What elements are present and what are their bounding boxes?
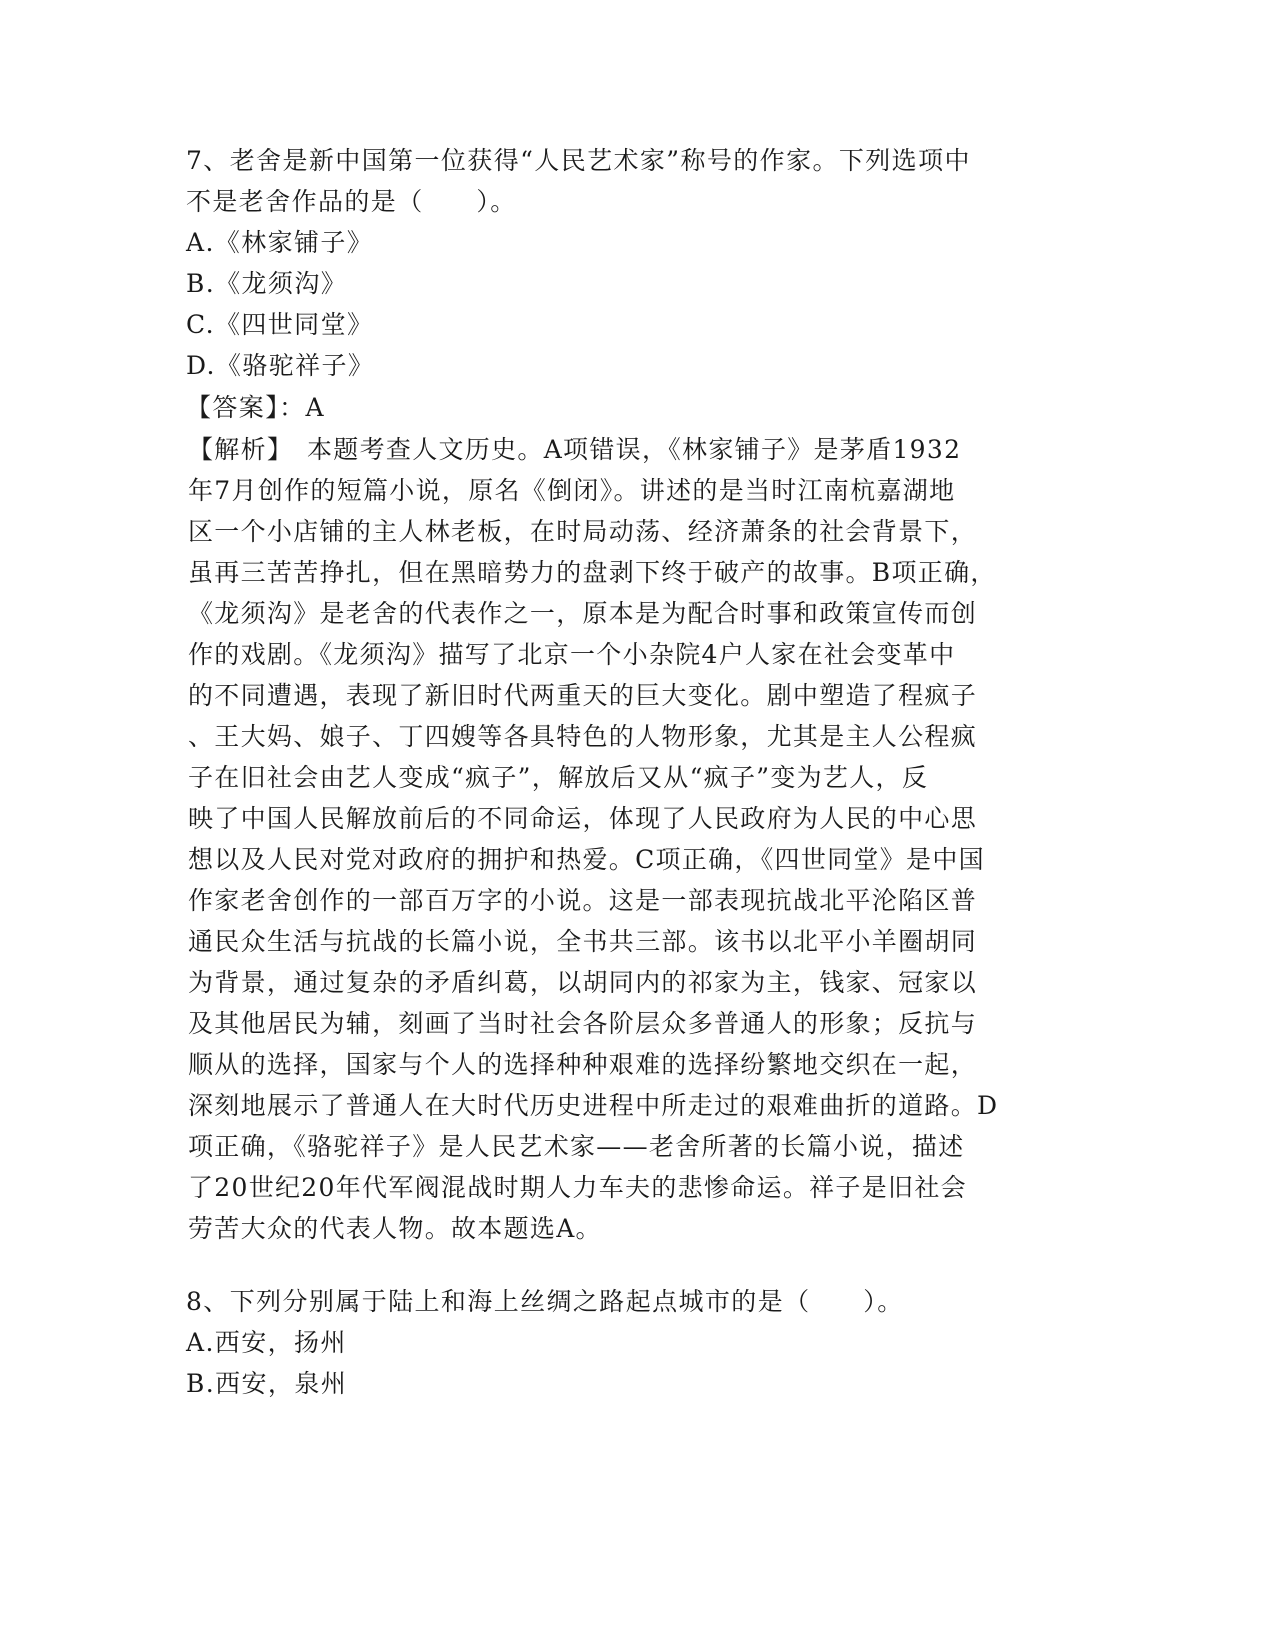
analysis-line: 为背景，通过复杂的矛盾纠葛，以胡同内的祁家为主，钱家、冠家以 xyxy=(188,968,978,997)
analysis-line: 、王大妈、娘子、丁四嫂等各具特色的人物形象，尤其是主人公程疯 xyxy=(188,722,978,751)
analysis-line: 项正确，《骆驼祥子》是人民艺术家——老舍所著的长篇小说，描述 xyxy=(188,1132,965,1161)
analysis-line: 想以及人民对党对政府的拥护和热爱。C项正确，《四世同堂》是中国 xyxy=(188,845,985,874)
question-7-stem-line-2: 不是老舍作品的是（ ）。 xyxy=(186,187,517,216)
analysis-line: 年7月创作的短篇小说，原名《倒闭》。讲述的是当时江南杭嘉湖地 xyxy=(188,476,956,505)
analysis-line: 【解析】 本题考查人文历史。A项错误，《林家铺子》是茅盾1932 xyxy=(188,435,962,464)
analysis-line: 了20世纪20年代军阀混战时期人力车夫的悲惨命运。祥子是旧社会 xyxy=(188,1173,967,1202)
question-7-answer: 【答案】：A xyxy=(186,393,325,422)
analysis-line: 深刻地展示了普通人在大时代历史进程中所走过的艰难曲折的道路。D xyxy=(188,1091,999,1120)
analysis-line: 通民众生活与抗战的长篇小说，全书共三部。该书以北平小羊圈胡同 xyxy=(188,927,978,956)
analysis-line: 及其他居民为辅，刻画了当时社会各阶层众多普通人的形象；反抗与 xyxy=(188,1009,978,1038)
analysis-line: 顺从的选择，国家与个人的选择种种艰难的选择纷繁地交织在一起， xyxy=(188,1050,978,1079)
question-8-option-b: B.西安，泉州 xyxy=(186,1369,348,1398)
analysis-line: 劳苦大众的代表人物。故本题选A。 xyxy=(188,1214,602,1243)
question-7-option-d: D.《骆驼祥子》 xyxy=(186,351,375,380)
question-7-stem-line-1: 7、老舍是新中国第一位获得“人民艺术家”称号的作家。下列选项中 xyxy=(186,146,971,175)
analysis-line: 虽再三苦苦挣扎，但在黑暗势力的盘剥下终于破产的故事。B项正确， xyxy=(188,558,997,587)
analysis-line: 作家老舍创作的一部百万字的小说。这是一部表现抗战北平沦陷区普 xyxy=(188,886,978,915)
analysis-line: 作的戏剧。《龙须沟》描写了北京一个小杂院4户人家在社会变革中 xyxy=(188,640,956,669)
analysis-line: 区一个小店铺的主人林老板，在时局动荡、经济萧条的社会背景下， xyxy=(188,517,978,546)
question-7-option-a: A.《林家铺子》 xyxy=(186,228,374,257)
analysis-line: 《龙须沟》是老舍的代表作之一，原本是为配合时事和政策宣传而创 xyxy=(188,599,978,628)
question-8-stem: 8、下列分别属于陆上和海上丝绸之路起点城市的是（ ）。 xyxy=(186,1287,904,1316)
analysis-line: 的不同遭遇，表现了新旧时代两重天的巨大变化。剧中塑造了程疯子 xyxy=(188,681,978,710)
question-8-option-a: A.西安，扬州 xyxy=(186,1328,347,1357)
analysis-line: 子在旧社会由艺人变成“疯子”，解放后又从“疯子”变为艺人，反 xyxy=(188,763,929,792)
analysis-line: 映了中国人民解放前后的不同命运，体现了人民政府为人民的中心思 xyxy=(188,804,978,833)
question-7-option-c: C.《四世同堂》 xyxy=(186,310,374,339)
question-7-option-b: B.《龙须沟》 xyxy=(186,269,348,298)
